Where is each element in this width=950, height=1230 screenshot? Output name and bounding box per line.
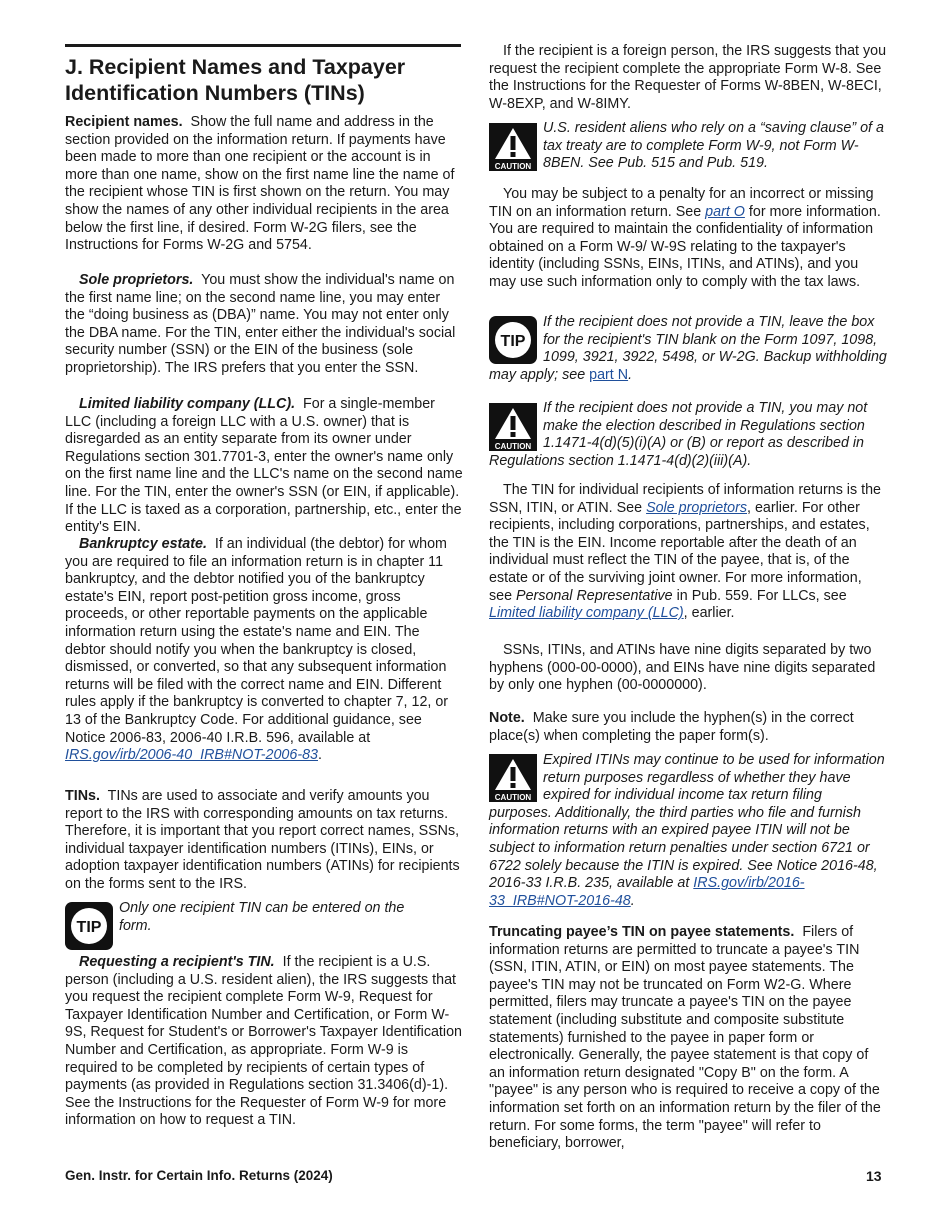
tin-text-c: in Pub. 559. For LLCs, see: [676, 587, 847, 604]
requesting-tin-title: Requesting a recipient's TIN.: [79, 954, 275, 970]
caution-label: CAUTION: [494, 793, 532, 802]
tip-note-two: If the recipient does not provide a TIN, leave the box for the recipient's TIN blank on the Form 1097, 1098, 1099, 3921, 3922, 5498, or W-2G. Backup withholding may apply; see part N.: [489, 314, 887, 383]
irb-2006-link[interactable]: IRS.gov/irb/2006-40_IRB#NOT-2006-83: [65, 747, 318, 764]
penalty-text-a: You may be subject to a penalty for an incorrect or missing TIN on an information return. See: [489, 186, 874, 220]
tip-icon: [65, 902, 113, 956]
llc-text: For a single-member LLC (including a foreign LLC with a U.S. owner) that is disregarded as an entity separate from its owner under Regulations section 301.7701-3, enter the owner's name only on the first name line and the LLC's name on the second name line. For the TIN, enter the owner's SSN (or EIN, if applicable). If the LLC is taxed as a corporation, partnership, etc., enter the entity's EIN.: [65, 396, 463, 536]
llc-title: Limited liability company (LLC).: [79, 396, 296, 412]
section-heading: J. Recipient Names and Taxpayer Identification Numbers (TINs): [65, 55, 406, 105]
note-paragraph: [489, 710, 887, 745]
heading-rule: [65, 44, 461, 47]
truncating-paragraph: [489, 924, 887, 1153]
tip-note-two-text: If the recipient does not provide a TIN, leave the box for the recipient's TIN blank on the Form 1097, 1098, 1099, 3921, 3922, 5498, or W-2G. Backup withholding may apply; see: [489, 314, 887, 383]
foreign-person-paragraph: If the recipient is a foreign person, the IRS suggests that you request the recipient complete the appropriate Form W-8. See the Instructions for the Requester of Forms W-8BEN, W-8ECI, W-8EXP, and W-8IMY.: [489, 43, 887, 112]
caution-note-two: [489, 400, 887, 470]
tip-label: TIP: [500, 333, 526, 350]
tin-types-paragraph: [489, 482, 887, 623]
requesting-tin-paragraph: [65, 954, 463, 1130]
tins-title: TINs.: [65, 788, 100, 804]
bankruptcy-text: If an individual (the debtor) for whom you are required to file an information return is in chapter 11 bankruptcy, and the debtor notified you of the bankruptcy estate's EIN, report post-petition gross income, gross proceeds, or other reportable payments on the applicable information return using the estate's name and EIN. The debtor should notify you when the bankruptcy is closed, dismissed, or converted, so that any subsequent information returns will be filed with the correct name and EIN. Different rules apply if the bankruptcy is converted to chapter 7, 12, or 13 of the Bankruptcy Code. For additional guidance, see Notice 2006-83, 2006-40 I.R.B. 596, available at: [65, 536, 449, 746]
sole-proprietors-text: You must show the individual's name on the first name line; on the second name line, you may enter the “doing business as (DBA)” name. You may not enter only the DBA name. For the TIN, enter either the individual's social security number (SSN) or the EIN of the business (sole proprietorship). The IRS prefers that you enter the SSN.: [65, 272, 456, 376]
footer-title: Gen. Instr. for Certain Info. Returns (2024): [65, 1168, 333, 1183]
tin-text-a: The TIN for individual recipients of information returns is the SSN, ITIN, or ATIN. See: [489, 482, 881, 516]
tins-paragraph: [65, 788, 463, 894]
sole-proprietors-paragraph: [65, 272, 463, 378]
bankruptcy-paragraph: Bankruptcy estate. If an individual (the debtor) for whom you are required to file an information return is in chapter 11 bankruptcy, and the debtor notified you of the bankruptcy estate's EIN, report post-petition gross income, gross proceeds, or other reportable payments on the applicable information return using the estate's name and EIN. The debtor should notify you when the bankruptcy is closed, dismissed, or converted, so that any subsequent information returns will be filed with the correct name and EIN. Different rules apply if the bankruptcy is converted to chapter 7, 12, or 13 of the Bankruptcy Code. For additional guidance, see Notice 2006-83, 2006-40 I.R.B. 596, available at IRS.gov/irb/2006-40_IRB#NOT-2006-83.: [65, 536, 449, 764]
digits-paragraph: SSNs, ITINs, and ATINs have nine digits separated by two hyphens (000-00-0000), and EINs have nine digits separated by only one hyphen (00-0000000).: [489, 642, 876, 694]
note-text: Make sure you include the hyphen(s) in the correct place(s) when completing the paper form(s).: [489, 710, 854, 744]
llc-link[interactable]: Limited liability company (LLC): [489, 605, 684, 622]
truncating-title: Truncating payee’s TIN on payee statements.: [489, 924, 795, 940]
page-number: 13: [866, 1168, 882, 1184]
part-n-link[interactable]: part N: [589, 366, 629, 383]
tin-text-b: , earlier. For other recipients, including corporations, partnerships, and estates, the TIN is the EIN. Income reportable after the death of an individual must reflect the TIN of the payee, that is, of the estate or of the surviving joint owner. For more information, see: [489, 499, 870, 604]
recipient-names-title: Recipient names.: [65, 114, 183, 130]
penalty-paragraph: [489, 186, 887, 292]
truncating-text: Filers of information returns are permitted to truncate a payee's TIN (SSN, ITIN, ATIN, or EIN) on most payee statements. The payee's TIN may not be truncated on Form W2-G. Where permitted, filers may truncate a payee's TIN on the payee statement (including substitute and composite substitute statements) furnished to the payee in paper form or electronically. Generally, the payee statement is that copy of an information return designated "Copy B" on the form. A "payee" is any person who is required to receive a copy of the information set forth on an information return by the filer of the return. For some forms, the term "payee" will refer to beneficiary, borrower,: [489, 924, 881, 1152]
caution-label: CAUTION: [494, 162, 532, 171]
irb-2016-link[interactable]: IRS.gov/irb/2016-33_IRB#NOT-2016-48: [489, 875, 805, 909]
tip-note-one: Only one recipient TIN can be entered on the form.: [119, 900, 405, 934]
personal-representative-text: Personal Representative: [516, 587, 673, 604]
caution-icon: [489, 123, 537, 177]
tins-text: TINs are used to associate and verify amounts you report to the IRS with corresponding amounts on tax returns. Therefore, it is important that you report correct names, SSNs, individual taxpayer identification numbers (ITINs), EINs, or adoption taxpayer identification numbers (ATINs) for recipients on the forms sent to the IRS.: [65, 788, 460, 892]
caution-label: CAUTION: [494, 442, 532, 451]
tip-label: TIP: [76, 919, 102, 936]
caution-note-three: Expired ITINs may continue to be used for information return purposes regardless of whether they have expired for individual income tax return filing purposes. Additionally, the third parties who file and furnish information returns with an expired payee ITIN will not be subject to information return penalties under section 6721 or 6722 solely because the ITIN is expired. See Notice 2016-48, 2016-33 I.R.B. 235, available at IRS.gov/irb/2016-33_IRB#NOT-2016-48.: [489, 752, 885, 909]
caution-note-three-text: Expired ITINs may continue to be used for information return purposes regardless of whether they have expired for individual income tax return filing purposes. Additionally, the third parties who file and furnish information returns with an expired payee ITIN will not be subject to information return penalties under section 6721 or 6722 solely because the ITIN is expired. See Notice 2016-48, 2016-33 I.R.B. 235, available at: [489, 752, 885, 892]
penalty-text-b: for more information. You are required to maintain the confidentiality of information obtained on a Form W-9/ W-9S relating to the taxpayer's identity (including SSNs, EINs, ITINs, and ATINs), and you may use such information only to comply with the tax laws.: [489, 203, 881, 290]
bankruptcy-title: Bankruptcy estate.: [79, 536, 207, 552]
note-title: Note.: [489, 710, 525, 726]
llc-paragraph: [65, 396, 463, 537]
part-o-link[interactable]: part O: [705, 203, 745, 220]
tin-text-d: , earlier.: [683, 605, 735, 622]
sole-proprietors-link[interactable]: Sole proprietors: [646, 499, 747, 516]
sole-proprietors-title: Sole proprietors.: [79, 272, 194, 288]
caution-note-two-text: If the recipient does not provide a TIN, you may not make the election described in Regulations section 1.1471-4(d)(5)(i)(A) or (B) or report as described in Regulations section 1.1471-4(d)(2)(iii)(A).: [489, 400, 868, 469]
recipient-names-text: Show the full name and address in the section provided on the information return. If payments have been made to more than one recipient or the account is in more than one name, show on the first name line the name of the recipient whose TIN is first shown on the return. You may show the names of any other individual recipients in the area below the first line, if desired. Form W-2G filers, see the Instructions for Forms W-2G and 5754.: [65, 114, 455, 254]
requesting-tin-text: If the recipient is a U.S. person (including a U.S. resident alien), the IRS suggests that you request the recipient complete Form W-9, Request for Taxpayer Identification Number and Certification, or Form W-9S, Request for Student's or Borrower's Taxpayer Identification Number and Certification, as appropriate. Form W-9 is required to be completed by recipients of certain types of payments (as provided in Regulations section 31.3406(d)-1). See the Instructions for the Requester of Form W-9 for more information on how to request a TIN.: [65, 954, 462, 1129]
caution-note-one: U.S. resident aliens who rely on a “saving clause” of a tax treaty are to complete Form W-9, not Form W-8BEN. See Pub. 515 and Pub. 519.: [543, 120, 884, 172]
recipient-names-paragraph: [65, 114, 463, 255]
